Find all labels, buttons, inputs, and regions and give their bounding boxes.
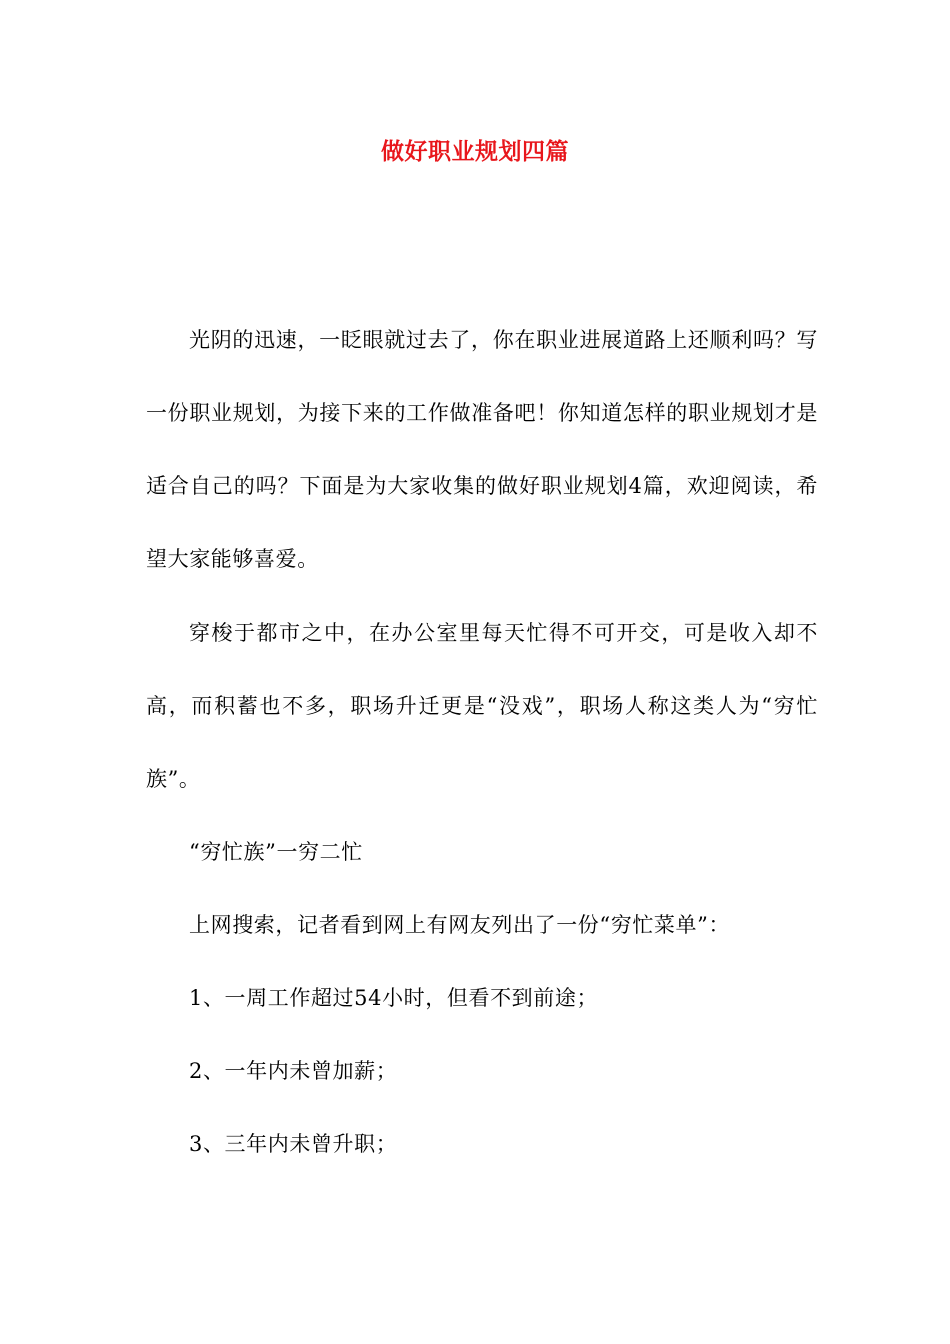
document-title: 做好职业规划四篇 [381,139,569,165]
list-item: 1、一周工作超过54小时，但看不到前途； [189,986,599,1010]
list-item-block [146,1108,818,1181]
section-heading-block [146,816,818,889]
intro-paragraph-block [146,304,818,596]
list-item: 2、一年内未曾加薪； [189,1059,398,1083]
qiongmang-paragraph: 穿梭于都市之中，在办公室里每天忙得不可开交，可是收入却不高，而积蓄也不多，职场升迁更是“没戏”，职场人称这类人为“穷忙族”。 [146,621,818,791]
list-item-block [146,962,818,1035]
search-paragraph-block [146,889,818,962]
search-paragraph: 上网搜索，记者看到网上有网友列出了一份“穷忙菜单”： [189,913,731,937]
list-item-block [146,1035,818,1108]
intro-paragraph: 光阴的迅速，一眨眼就过去了，你在职业进展道路上还顺利吗？写一份职业规划，为接下来的工作做准备吧！你知道怎样的职业规划才是适合自己的吗？下面是为大家收集的做好职业规划4篇，欢迎阅读，希望大家能够喜爱。 [146,328,818,571]
section-heading: “穷忙族”一穷二忙 [189,840,363,864]
qiongmang-paragraph-block [146,597,818,816]
list-item: 3、三年内未曾升职； [189,1132,398,1156]
